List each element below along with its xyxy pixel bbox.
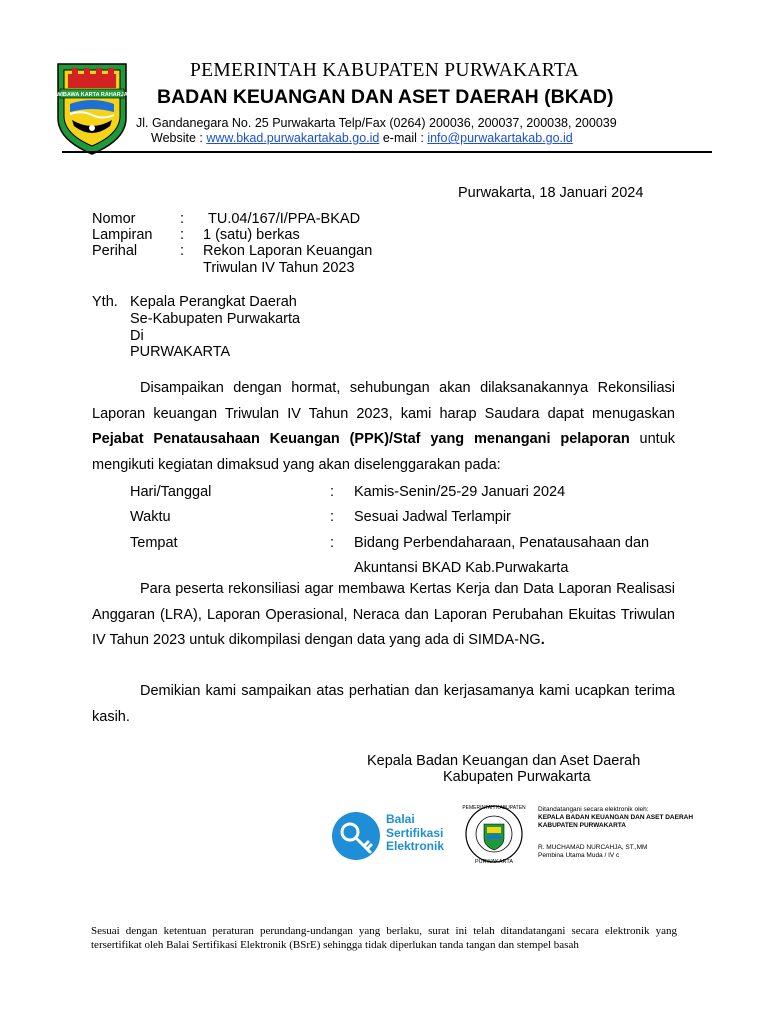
logo-banner-text: WIBAWA KARTA RAHARJA [56,92,128,98]
paragraph-participants-end: . [540,632,545,648]
signer-title-2: Kabupaten Purwakarta [443,769,591,785]
esign-legal-notice: Sesuai dengan ketentuan peraturan perundang-undangan yang berlaku, surat ini telah ditandatangani secara elektronik yang tersertifikat oleh Balai Sertifikasi Elektronik (BSrE) sehingga tidak diperlukan tanda tangan dan stempel basah [91,925,677,951]
paragraph-opening-text-a: Disampaikan dengan hormat, sehubungan akan dilaksanakannya Rekonsiliasi Laporan keuangan Triwulan IV Tahun 2023, kami harap Saudara dapat menugaskan [92,380,675,422]
esign-office-1: KEPALA BADAN KEUANGAN DAN ASET DAERAH [538,814,694,821]
paragraph-participants [92,577,675,654]
paragraph-opening [92,376,675,478]
esign-signer-rank: Pembina Utama Muda / IV c [538,852,620,859]
purwakarta-logo [54,60,130,156]
agency-name: BADAN KEUANGAN DAN ASET DAERAH (BKAD) [157,86,614,108]
recipient-line-2: Se-Kabupaten Purwakarta [130,311,301,327]
detail-label-hari: Hari/Tanggal [130,484,212,500]
bsre-name [386,813,444,854]
letterhead-divider [62,151,712,153]
recipient-yth: Yth. [92,294,118,310]
perihal-value-2: Triwulan IV Tahun 2023 [203,260,355,276]
nomor-value: TU.04/167/I/PPA-BKAD [208,211,361,227]
bsre-line-1: Balai [386,812,415,826]
email-link[interactable]: info@purwakartakab.go.id [427,131,573,145]
perihal-label: Perihal [92,243,138,259]
detail-value-tempat-cont: Akuntansi BKAD Kab.Purwakarta [354,560,569,576]
letter-date: Purwakarta, 18 Januari 2024 [458,185,644,201]
recipient-line-3: Di [130,328,144,344]
detail-value-hari: Kamis-Senin/25-29 Januari 2024 [354,484,566,500]
bsre-key-icon [330,810,382,862]
lampiran-label: Lampiran [92,227,153,243]
website-link[interactable]: www.bkad.purwakartakab.go.id [206,131,380,145]
recipient-line-4: PURWAKARTA [130,344,231,360]
recipient-line-1: Kepala Perangkat Daerah [130,294,297,310]
paragraph-opening-text-b: untuk mengikuti kegiatan dimaksud yang akan diselenggarakan pada: [92,431,676,473]
website-label: Website : [151,131,207,145]
perihal-value-1: Rekon Laporan Keuangan [203,243,373,259]
paragraph-closing [92,679,675,730]
detail-value-tempat: Bidang Perbendaharaan, Penatausahaan dan [354,535,650,551]
lampiran-colon: : [180,227,185,243]
detail-value-waktu: Sesuai Jadwal Terlampir [354,509,511,525]
perihal-colon: : [180,243,185,259]
nomor-colon: : [180,211,185,227]
esign-signed-by: Ditandatangani secara elektronik oleh: [538,806,649,813]
nomor-label: Nomor [92,211,136,227]
paragraph-participants-text: Para peserta rekonsiliasi agar membawa Kertas Kerja dan Data Laporan Realisasi Anggaran (LRA), Laporan Operasional, Neraca dan Laporan Perubahan Ekuitas Triwulan IV Tahun 2023 untuk dikompilasi dengan data yang ada di SIMDA-NG [92,581,675,648]
bsre-line-2: Sertifikasi [386,825,444,840]
detail-colon-waktu: : [330,509,335,525]
email-label: e-mail : [379,131,428,145]
bsre-line-3: Elektronik [386,839,445,853]
esign-signer-name: R. MUCHAMAD NURCAHJA, ST.,MM [538,844,648,851]
paragraph-closing-text: Demikian kami sampaikan atas perhatian dan kerjasamanya kami ucapkan terima kasih. [92,683,675,725]
lampiran-value: 1 (satu) berkas [203,227,300,243]
detail-label-waktu: Waktu [130,509,171,525]
stamp-bottom-text: PURWAKARTA [475,859,513,865]
agency-address: Jl. Gandanegara No. 25 Purwakarta Telp/Fax (0264) 200036, 200037, 200038, 200039 [136,116,617,130]
esign-block [330,800,720,870]
paragraph-opening-bold: Pejabat Penatausahaan Keuangan (PPK)/Staf yang menangani pelaporan [92,431,630,447]
detail-colon-tempat: : [330,535,335,551]
contact-line [151,131,573,145]
detail-colon-hari: : [330,484,335,500]
stamp-top-text: PEMERINTAH KABUPATEN [462,805,526,811]
esign-office-2: KABUPATEN PURWAKARTA [538,822,626,829]
government-name: PEMERINTAH KABUPATEN PURWAKARTA [190,60,579,81]
detail-label-tempat: Tempat [130,535,178,551]
signer-title-1: Kepala Badan Keuangan dan Aset Daerah [367,753,641,769]
